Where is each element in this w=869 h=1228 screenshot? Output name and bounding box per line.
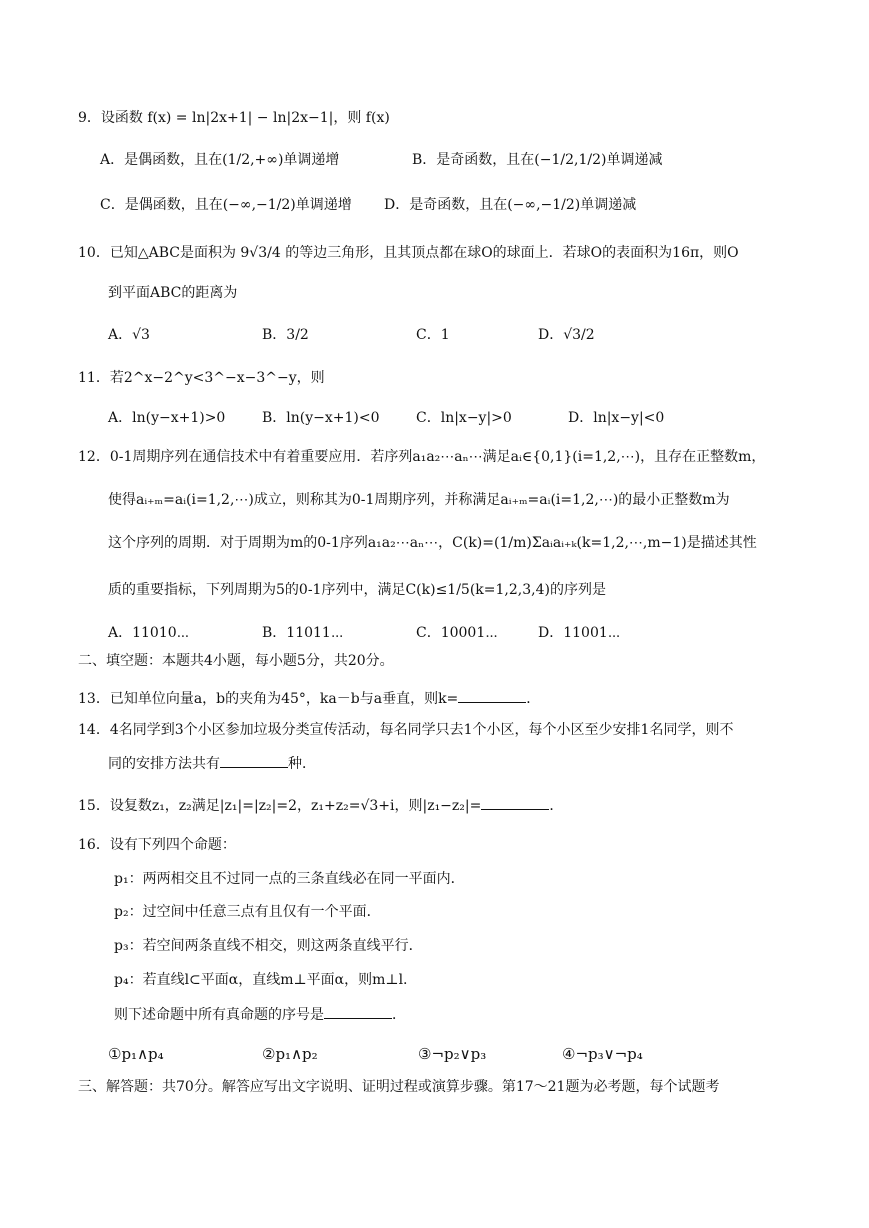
q9-option-a: A．是偶函数，且在(1/2,+∞)单调递增 xyxy=(100,152,340,168)
q16-choice-3: ③¬p₂∨p₃ xyxy=(418,1045,487,1063)
q10-option-d: D．√3/2 xyxy=(538,327,595,343)
q16-prop-1: p₁：两两相交且不过同一点的三条直线必在同一平面内． xyxy=(114,871,465,887)
q14-line1: 14．4名同学到3个小区参加垃圾分类宣传活动，每名同学只去1个小区，每个小区至少安排1名同学，则不 xyxy=(78,722,734,738)
q16-choice-1: ①p₁∧p₄ xyxy=(108,1045,164,1063)
q16-stem: 16．设有下列四个命题： xyxy=(78,837,236,853)
q9-option-d: D．是奇函数，且在(−∞,−1/2)单调递减 xyxy=(384,197,637,213)
q16-prop-2: p₂：过空间中任意三点有且仅有一个平面． xyxy=(114,904,381,920)
q12-line1: 12．0-1周期序列在通信技术中有着重要应用．若序列a₁a₂⋯aₙ⋯满足aᵢ∈{0,1}(i=1,2,⋯)，且存在正整数m， xyxy=(78,449,766,465)
q9-option-c: C．是偶函数，且在(−∞,−1/2)单调递增 xyxy=(100,197,352,213)
q15: 15．设复数z₁，z₂满足|z₁|=|z₂|=2，z₁+z₂=√3+i，则|z₁−z₂|= ． xyxy=(78,795,563,816)
q10-stem-line2: 到平面ABC的距离为 xyxy=(108,285,238,301)
q12-line4: 质的重要指标，下列周期为5的0-1序列中，满足C(k)≤1/5(k=1,2,3,4)的序列是 xyxy=(108,582,606,598)
q10-option-c: C．1 xyxy=(416,327,450,343)
q12-line2: 使得aᵢ₊ₘ=aᵢ(i=1,2,⋯)成立，则称其为0-1周期序列，并称满足aᵢ₊ₘ=aᵢ(i=1,2,⋯)的最小正整数m为 xyxy=(108,492,730,508)
q16-prop-3: p₃：若空间两条直线不相交，则这两条直线平行． xyxy=(114,938,423,954)
q12-option-b: B．11011⋯ xyxy=(262,625,344,641)
section-2-heading: 二、填空题：本题共4小题，每小题5分，共20分。 xyxy=(78,653,394,669)
q11-option-b: B．ln(y−x+1)<0 xyxy=(262,410,380,426)
q13-answer-blank[interactable] xyxy=(458,688,526,703)
q10-option-b: B．3/2 xyxy=(262,327,309,343)
q16-ask: 则下述命题中所有真命题的序号是 ． xyxy=(114,1004,406,1025)
q11-option-c: C．ln|x−y|>0 xyxy=(416,410,512,426)
q12-line3: 这个序列的周期．对于周期为m的0-1序列a₁a₂⋯aₙ⋯，C(k)=(1/m)Σaᵢaᵢ₊ₖ(k=1,2,⋯,m−1)是描述其性 xyxy=(108,535,757,551)
q10-stem-line1: 10．已知△ABC是面积为 9√3/4 的等边三角形，且其顶点都在球O的球面上．若球O的表面积为16π，则O xyxy=(78,245,739,261)
q11-option-a: A．ln(y−x+1)>0 xyxy=(108,410,226,426)
q11-stem: 11．若2^x−2^y<3^−x−3^−y，则 xyxy=(78,370,325,386)
q15-answer-blank[interactable] xyxy=(481,795,549,810)
q10-option-a: A．√3 xyxy=(108,327,150,343)
q16-answer-blank[interactable] xyxy=(324,1004,392,1019)
q12-option-c: C．10001⋯ xyxy=(416,625,498,641)
q14-answer-blank[interactable] xyxy=(220,753,288,768)
q16-choice-4: ④¬p₃∨¬p₄ xyxy=(562,1045,643,1063)
q16-choice-2: ②p₁∧p₂ xyxy=(262,1045,318,1063)
q14-line2: 同的安排方法共有 种． xyxy=(108,753,316,774)
q9-stem: 9．设函数 f(x) = ln|2x+1| − ln|2x−1|，则 f(x) xyxy=(78,110,390,126)
q12-option-d: D．11001⋯ xyxy=(538,625,621,641)
q9-option-b: B．是奇函数，且在(−1/2,1/2)单调递减 xyxy=(412,152,663,168)
q16-prop-4: p₄：若直线l⊂平面α，直线m⊥平面α，则m⊥l. xyxy=(114,972,408,988)
q11-option-d: D．ln|x−y|<0 xyxy=(568,410,665,426)
q13: 13．已知单位向量a，b的夹角为45°，ka－b与a垂直，则k= ． xyxy=(78,688,540,709)
q12-option-a: A．11010⋯ xyxy=(108,625,190,641)
section-3-heading: 三、解答题：共70分。解答应写出文字说明、证明过程或演算步骤。第17～21题为必考题，每个试题考 xyxy=(78,1079,720,1095)
